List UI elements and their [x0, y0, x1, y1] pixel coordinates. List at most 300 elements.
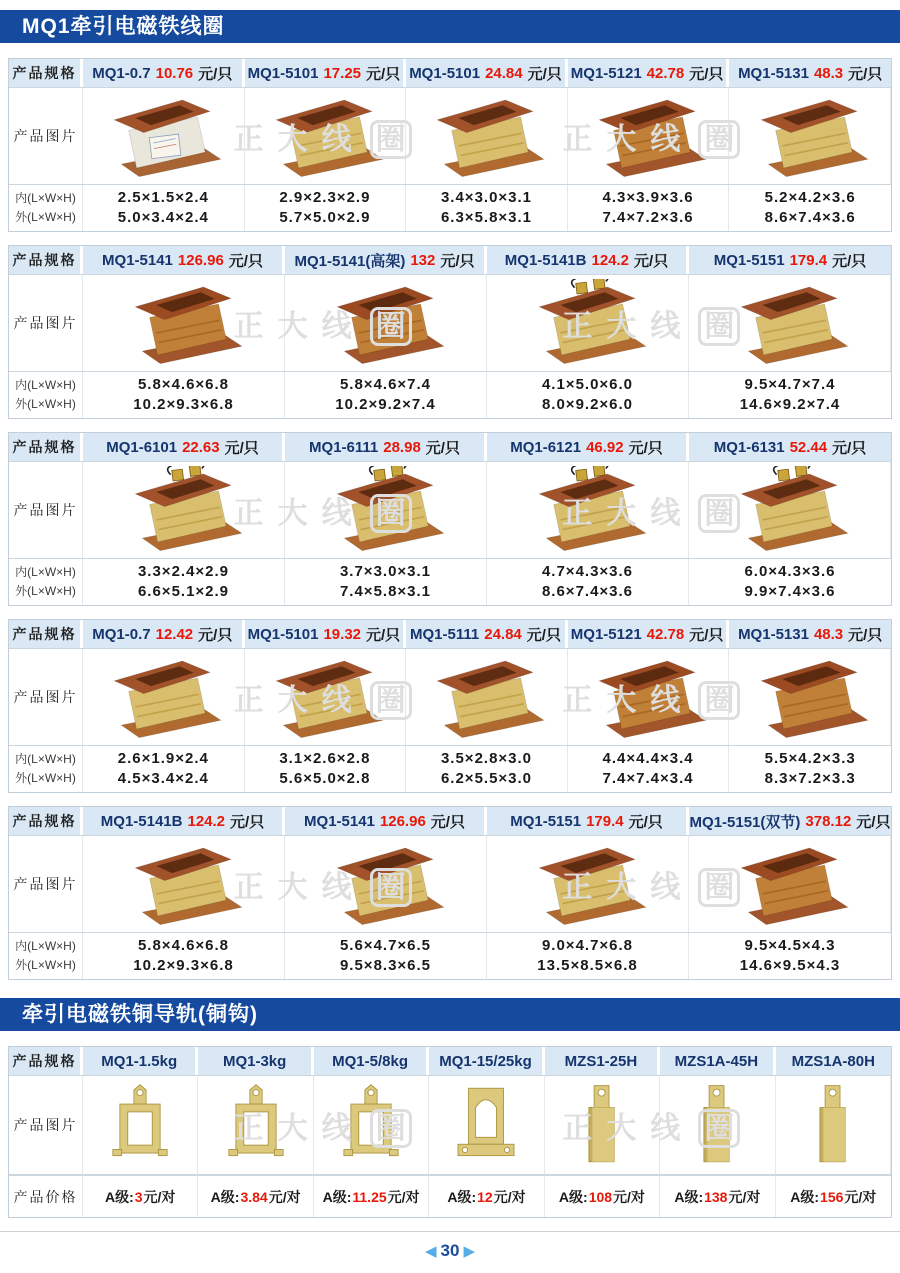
- product-header-cell: [660, 1047, 775, 1075]
- coil-photo: [321, 466, 448, 554]
- product-header-cell: [245, 59, 407, 87]
- inner-dimensions: 5.2×4.2×3.6: [764, 189, 856, 206]
- watermark-char: 圈: [698, 1109, 740, 1148]
- product-price: 124.2: [591, 251, 630, 269]
- page-nav: [0, 1232, 900, 1273]
- watermark-char: 圈: [370, 681, 412, 720]
- inner-dimensions: 4.3×3.9×3.6: [602, 189, 694, 206]
- product-image-cell: [487, 462, 689, 558]
- watermark-char: 正: [562, 123, 607, 156]
- inner-dimensions: 3.1×2.6×2.8: [279, 750, 371, 767]
- inner-dimensions: 3.5×2.8×3.0: [440, 750, 533, 767]
- price-unit: 元/只: [198, 626, 233, 644]
- price-label-cell: 产品价格: [9, 1175, 83, 1217]
- dimensions-row: [9, 746, 891, 792]
- outer-dimensions: 4.5×3.4×2.4: [117, 770, 209, 787]
- outer-dimensions: 8.6×7.4×3.6: [764, 209, 856, 226]
- outer-dimensions: 9.9×7.4×3.6: [744, 583, 836, 600]
- watermark-char: 线: [321, 684, 366, 717]
- dimension-cell: [245, 185, 407, 231]
- outer-dimensions: 5.0×3.4×2.4: [117, 209, 209, 226]
- product-image-cell: [689, 275, 891, 371]
- page-number: 30: [440, 1241, 460, 1260]
- watermark-char: 正: [562, 684, 607, 717]
- outer-dimensions: 5.6×5.0×2.8: [279, 770, 371, 787]
- product-image-cell: [83, 836, 285, 932]
- price-unit: 元/只: [527, 65, 562, 83]
- price-unit: 元/只: [848, 65, 883, 83]
- rail-photo: [798, 1080, 868, 1170]
- grade-label: A级:: [447, 1188, 477, 1205]
- rail-photo: [221, 1080, 291, 1170]
- product-header-cell: [285, 807, 487, 835]
- inner-dim-label: 内(L×W×H): [15, 752, 76, 766]
- product-table: [8, 432, 892, 606]
- dimensions-row: [9, 372, 891, 418]
- price-unit: 元/对: [844, 1188, 877, 1205]
- product-header-cell: [729, 620, 891, 648]
- dimension-cell: [689, 372, 891, 418]
- product-image-cell: [406, 649, 568, 745]
- dimension-cell: [568, 746, 730, 792]
- product-price: 24.84: [484, 625, 522, 643]
- product-image-cell: [406, 88, 568, 184]
- product-image-cell: [314, 1076, 429, 1174]
- product-price-cell: [198, 1175, 313, 1217]
- product-image-cell: [285, 836, 487, 932]
- product-model: MQ1-6111: [309, 438, 379, 456]
- product-model: MQ1-5151(双节): [689, 813, 801, 831]
- watermark-char: 线: [650, 310, 695, 343]
- outer-dimensions: 10.2×9.2×7.4: [335, 396, 436, 413]
- product-price: 12: [477, 1188, 493, 1205]
- product-image-cell: [285, 275, 487, 371]
- product-header-cell: [545, 1047, 660, 1075]
- product-price: 10.76: [155, 64, 194, 82]
- product-header-cell: [285, 246, 487, 274]
- product-price: 132: [410, 251, 436, 269]
- outer-dimensions: 6.3×5.8×3.1: [440, 209, 533, 226]
- image-label-cell: 产品图片: [9, 1076, 83, 1174]
- product-price-cell: [314, 1175, 429, 1217]
- product-header-cell: [689, 246, 891, 274]
- product-header-cell: [83, 433, 285, 461]
- product-price: 138: [704, 1188, 728, 1205]
- price-unit: 元/只: [689, 626, 724, 644]
- product-price: 12.42: [155, 625, 194, 643]
- inner-dimensions: 2.5×1.5×2.4: [117, 189, 209, 206]
- coil-photo: [728, 840, 852, 928]
- watermark-char: 正: [233, 1112, 278, 1145]
- product-header-cell: [83, 59, 245, 87]
- dimensions-row: [9, 933, 891, 979]
- product-header-cell: [429, 1047, 544, 1075]
- product-model: MZS1-25H: [564, 1052, 638, 1070]
- image-row: [9, 835, 891, 933]
- coil-photo: [526, 466, 650, 554]
- grade-label: A级:: [322, 1188, 352, 1205]
- product-price: 48.3: [813, 625, 844, 643]
- product-table: [8, 619, 892, 793]
- coil-photo: [122, 840, 246, 928]
- product-price-cell: [660, 1175, 775, 1217]
- watermark-char: 圈: [370, 120, 412, 159]
- price-unit: 元/只: [689, 65, 724, 83]
- coil-photo: [263, 653, 387, 741]
- watermark-char: 大: [277, 310, 322, 343]
- dimension-cell: [83, 559, 285, 605]
- watermark-char: 圈: [370, 1109, 412, 1148]
- product-image-cell: [429, 1076, 544, 1174]
- watermark-char: 大: [606, 310, 651, 343]
- product-price: 11.25: [352, 1188, 387, 1205]
- product-model: MZS1A-45H: [674, 1052, 759, 1070]
- coil-photo: [321, 279, 448, 367]
- product-image-cell: [83, 462, 285, 558]
- outer-dimensions: 6.2×5.5×3.0: [440, 770, 533, 787]
- spec-header-cell: 产品规格: [9, 807, 83, 835]
- outer-dim-label: 外(L×W×H): [15, 210, 76, 224]
- watermark-char: 大: [277, 497, 322, 530]
- dimension-cell: [568, 185, 730, 231]
- watermark-char: 大: [606, 1112, 651, 1145]
- outer-dim-label: 外(L×W×H): [15, 584, 76, 598]
- price-unit: 元/只: [628, 439, 663, 457]
- watermark-char: 大: [606, 871, 651, 904]
- product-model: MQ1-5141: [102, 251, 173, 269]
- watermark-char: 圈: [698, 120, 740, 159]
- product-image-cell: [660, 1076, 775, 1174]
- product-price: 3: [134, 1188, 143, 1205]
- coil-photo: [586, 653, 710, 741]
- coil-photo: [122, 466, 246, 554]
- price-unit: 元/只: [366, 65, 401, 83]
- watermark-char: 正: [233, 871, 278, 904]
- image-label-cell: 产品图片: [9, 836, 83, 932]
- spec-header-cell: 产品规格: [9, 1047, 83, 1075]
- product-model: MQ1-5/8kg: [332, 1052, 408, 1070]
- section-header-rails: [0, 998, 900, 1031]
- outer-dimensions: 5.7×5.0×2.9: [279, 209, 371, 226]
- outer-dimensions: 8.6×7.4×3.6: [541, 583, 634, 600]
- watermark-char: 线: [321, 310, 366, 343]
- dimension-cell: [729, 746, 891, 792]
- product-image-cell: [487, 836, 689, 932]
- coil-photo: [526, 279, 650, 367]
- product-header-cell: [776, 1047, 891, 1075]
- watermark-char: 正: [233, 310, 278, 343]
- product-price: 378.12: [805, 812, 852, 830]
- product-header-cell: [689, 433, 891, 461]
- product-model: MQ1-5131: [738, 625, 809, 643]
- image-row: [9, 274, 891, 372]
- product-price: 28.98: [383, 438, 421, 456]
- next-page-icon: ▶: [463, 1243, 475, 1260]
- product-header-cell: [83, 1047, 198, 1075]
- watermark-char: 圈: [370, 868, 412, 907]
- product-price: 179.4: [789, 251, 828, 269]
- product-image-cell: [729, 88, 891, 184]
- dimension-label-cell: [9, 185, 83, 231]
- image-label-cell: 产品图片: [9, 88, 83, 184]
- price-unit: 元/只: [228, 252, 263, 270]
- product-price: 156: [820, 1188, 844, 1205]
- outer-dimensions: 7.4×5.8×3.1: [339, 583, 432, 600]
- product-image-cell: [285, 462, 487, 558]
- product-price: 22.63: [182, 438, 220, 456]
- product-model: MQ1-5141B: [100, 812, 183, 830]
- inner-dimensions: 5.5×4.2×3.3: [764, 750, 856, 767]
- dimension-cell: [83, 933, 285, 979]
- watermark-char: 圈: [370, 307, 412, 346]
- inner-dimensions: 4.4×4.4×3.4: [602, 750, 694, 767]
- outer-dimensions: 14.6×9.5×4.3: [739, 957, 841, 974]
- coil-photo: [748, 653, 872, 741]
- product-price: 3.84: [240, 1188, 268, 1205]
- grade-label: A级:: [790, 1188, 820, 1205]
- product-header-cell: [83, 807, 285, 835]
- price-unit: 元/只: [856, 813, 891, 831]
- product-model: MQ1-6121: [510, 438, 582, 456]
- inner-dimensions: 2.9×2.3×2.9: [279, 189, 371, 206]
- outer-dimensions: 10.2×9.3×6.8: [133, 957, 234, 974]
- product-model: MQ1-5141(高架): [294, 252, 406, 270]
- dimension-cell: [487, 372, 689, 418]
- watermark-char: 线: [321, 123, 366, 156]
- price-unit: 元/对: [268, 1188, 301, 1205]
- grade-label: A级:: [674, 1188, 704, 1205]
- product-image-cell: [83, 1076, 198, 1174]
- outer-dimensions: 8.0×9.2×6.0: [541, 396, 634, 413]
- price-unit: 元/只: [425, 439, 460, 457]
- product-price-cell: [545, 1175, 660, 1217]
- prev-page-icon: ◀: [424, 1243, 437, 1260]
- product-image-cell: [545, 1076, 660, 1174]
- product-image-cell: [689, 462, 891, 558]
- watermark-char: 正: [233, 123, 278, 156]
- inner-dim-label: 内(L×W×H): [15, 939, 76, 953]
- product-model: MQ1-5101: [247, 625, 319, 643]
- inner-dimensions: 3.7×3.0×3.1: [339, 563, 432, 580]
- product-header-cell: [83, 620, 245, 648]
- watermark-char: 线: [321, 871, 366, 904]
- watermark-char: 线: [650, 123, 695, 156]
- dimension-label-cell: [9, 559, 83, 605]
- price-unit: 元/只: [634, 252, 669, 270]
- inner-dimensions: 3.3×2.4×2.9: [137, 563, 230, 580]
- grade-label: A级:: [210, 1188, 240, 1205]
- price-unit: 元/只: [848, 626, 883, 644]
- inner-dimensions: 5.8×4.6×7.4: [339, 376, 432, 393]
- product-price: 179.4: [586, 812, 624, 830]
- table-header-row: [9, 1047, 891, 1075]
- coil-photo: [728, 279, 852, 367]
- watermark-char: 大: [277, 871, 322, 904]
- product-price-cell: [776, 1175, 891, 1217]
- dimension-cell: [83, 746, 245, 792]
- table-header-row: [9, 59, 891, 87]
- watermark-char: 线: [321, 497, 366, 530]
- product-model: MQ1-5141B: [504, 251, 587, 269]
- product-image-cell: [245, 88, 407, 184]
- product-image-cell: [689, 836, 891, 932]
- product-model: MQ1-0.7: [92, 64, 151, 82]
- dimension-cell: [689, 559, 891, 605]
- rail-photo: [682, 1080, 752, 1170]
- price-unit: 元/只: [832, 439, 867, 457]
- dimension-cell: [245, 746, 407, 792]
- dimension-cell: [729, 185, 891, 231]
- product-price: 46.92: [586, 438, 624, 456]
- coil-photo: [101, 653, 225, 741]
- product-price: 108: [588, 1188, 613, 1205]
- outer-dimensions: 7.4×7.2×3.6: [602, 209, 694, 226]
- coil-photo: [101, 92, 225, 180]
- product-header-cell: [285, 433, 487, 461]
- inner-dimensions: 4.1×5.0×6.0: [541, 376, 634, 393]
- watermark-char: 大: [606, 123, 651, 156]
- product-image-cell: [568, 649, 730, 745]
- coil-photo: [728, 466, 852, 554]
- product-header-cell: [406, 620, 568, 648]
- product-price: 48.3: [813, 64, 844, 82]
- product-header-cell: [568, 59, 730, 87]
- product-header-cell: [729, 59, 891, 87]
- coil-photo: [263, 92, 387, 180]
- image-row: [9, 648, 891, 746]
- product-header-cell: [487, 807, 689, 835]
- product-model: MQ1-5141: [304, 812, 375, 830]
- product-price: 19.32: [323, 625, 362, 643]
- product-image-cell: [198, 1076, 313, 1174]
- rail-table-area: [0, 1046, 900, 1218]
- product-image-cell: [83, 649, 245, 745]
- watermark-char: 大: [277, 123, 322, 156]
- coil-photo: [424, 92, 548, 180]
- product-model: MQ1-5151: [713, 251, 785, 269]
- watermark-char: 正: [233, 684, 278, 717]
- watermark-char: 圈: [698, 494, 740, 533]
- image-label-cell: 产品图片: [9, 649, 83, 745]
- rail-product-table: [8, 1046, 892, 1218]
- watermark-char: 圈: [370, 494, 412, 533]
- image-row: [9, 87, 891, 185]
- image-label-cell: 产品图片: [9, 462, 83, 558]
- product-model: MQ1-5101: [409, 64, 481, 82]
- product-image-cell: [568, 88, 730, 184]
- watermark-char: 线: [650, 497, 695, 530]
- watermark-char: 正: [562, 1112, 607, 1145]
- product-image-cell: [83, 88, 245, 184]
- price-unit: 元/对: [143, 1188, 176, 1205]
- watermark-char: 大: [277, 1112, 322, 1145]
- product-table: [8, 58, 892, 232]
- product-image-cell: [776, 1076, 891, 1174]
- product-image-cell: [83, 275, 285, 371]
- dimension-label-cell: [9, 746, 83, 792]
- product-model: MQ1-6101: [106, 438, 178, 456]
- dimension-cell: [83, 185, 245, 231]
- watermark-char: 大: [606, 497, 651, 530]
- coil-photo: [321, 840, 448, 928]
- coil-photo: [424, 653, 548, 741]
- inner-dimensions: 9.5×4.7×7.4: [744, 376, 836, 393]
- image-label-cell: 产品图片: [9, 275, 83, 371]
- product-price-cell: [83, 1175, 198, 1217]
- rail-photo: [105, 1080, 175, 1170]
- product-model: MQ1-6131: [713, 438, 785, 456]
- product-price: 124.2: [187, 812, 226, 830]
- coil-photo: [122, 279, 246, 367]
- product-table: [8, 245, 892, 419]
- price-unit: 元/对: [728, 1188, 761, 1205]
- price-unit: 元/对: [613, 1188, 645, 1205]
- inner-dimensions: 5.8×4.6×6.8: [137, 376, 230, 393]
- inner-dim-label: 内(L×W×H): [15, 378, 76, 392]
- watermark-char: 线: [650, 684, 695, 717]
- dimension-cell: [285, 559, 487, 605]
- product-header-cell: [314, 1047, 429, 1075]
- product-price-cell: [429, 1175, 544, 1217]
- product-price: 52.44: [789, 438, 828, 456]
- coil-photo: [526, 840, 650, 928]
- price-unit: 元/只: [832, 252, 867, 270]
- product-model: MQ1-5151: [510, 812, 582, 830]
- product-image-cell: [245, 649, 407, 745]
- product-model: MQ1-1.5kg: [101, 1052, 178, 1070]
- product-model: MQ1-5101: [247, 64, 319, 82]
- section-header-coils: [0, 10, 900, 43]
- price-unit: 元/只: [440, 252, 475, 270]
- table-header-row: [9, 246, 891, 274]
- watermark-char: 线: [650, 1112, 695, 1145]
- inner-dimensions: 2.6×1.9×2.4: [117, 750, 209, 767]
- price-unit: 元/只: [366, 626, 401, 644]
- spec-header-cell: 产品规格: [9, 59, 83, 87]
- rail-photo: [567, 1080, 637, 1170]
- dimension-cell: [285, 933, 487, 979]
- dimension-cell: [285, 372, 487, 418]
- price-unit: 元/只: [198, 65, 233, 83]
- spec-header-cell: 产品规格: [9, 246, 83, 274]
- product-price: 17.25: [323, 64, 362, 82]
- watermark-char: 圈: [698, 307, 740, 346]
- price-unit: 元/只: [526, 626, 561, 644]
- product-model: MZS1A-80H: [791, 1052, 875, 1070]
- dimension-cell: [83, 372, 285, 418]
- image-row: [9, 461, 891, 559]
- outer-dimensions: 7.4×7.4×3.4: [602, 770, 694, 787]
- section-title: 牵引电磁铁铜导轨(铜钩): [22, 1003, 258, 1026]
- dimension-cell: [689, 933, 891, 979]
- inner-dimensions: 6.0×4.3×3.6: [744, 563, 836, 580]
- watermark-char: 大: [277, 684, 322, 717]
- dimension-cell: [406, 185, 568, 231]
- outer-dimensions: 9.5×8.3×6.5: [339, 957, 432, 974]
- grade-label: A级:: [104, 1188, 134, 1205]
- watermark-char: 大: [606, 684, 651, 717]
- rail-photo: [336, 1080, 406, 1170]
- price-unit: 元/对: [493, 1188, 526, 1205]
- product-header-cell: [406, 59, 568, 87]
- dimension-label-cell: [9, 933, 83, 979]
- outer-dim-label: 外(L×W×H): [15, 397, 76, 411]
- watermark-char: 线: [650, 871, 695, 904]
- watermark-char: 圈: [698, 868, 740, 907]
- product-model: MQ1-3kg: [222, 1052, 287, 1070]
- inner-dimensions: 5.6×4.7×6.5: [339, 937, 432, 954]
- coil-photo: [586, 92, 710, 180]
